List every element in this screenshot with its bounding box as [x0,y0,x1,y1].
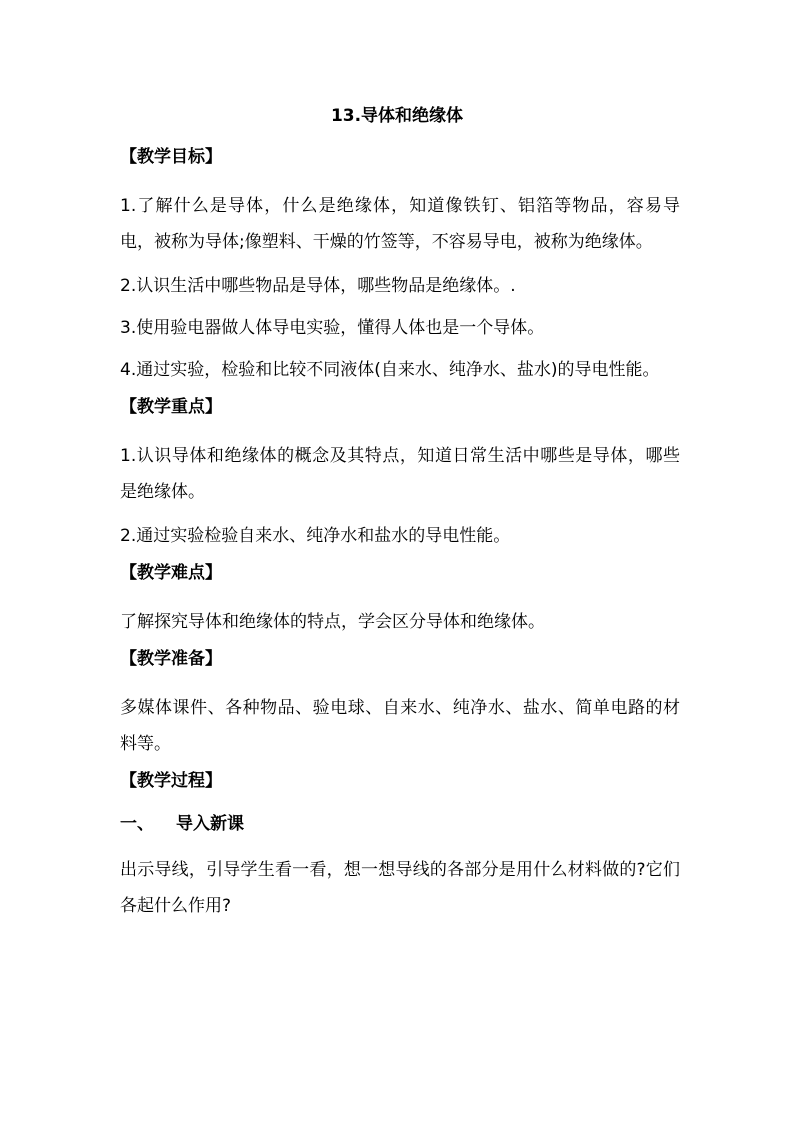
preparation-heading: 【教学准备】 [120,649,222,669]
objective-item: 3.使用验电器做人体导电实验，懂得人体也是一个导体。 [120,318,545,338]
process-step-number: 一、 [120,814,154,834]
objectives-heading: 【教学目标】 [120,147,222,167]
key-point-item: 2.通过实验检验自来水、纯净水和盐水的导电性能。 [120,526,511,546]
objective-item: 4.通过实验，检验和比较不同液体(自来水、纯净水、盐水)的导电性能。 [120,360,660,380]
process-step-title: 导入新课 [176,814,244,834]
objective-item: 2.认识生活中哪些物品是导体，哪些物品是绝缘体。. [120,276,516,296]
process-step-heading [120,812,680,836]
key-points-heading: 【教学重点】 [120,397,222,417]
difficulties-heading: 【教学难点】 [120,563,222,583]
key-point-item: 1.认识导体和绝缘体的概念及其特点，知道日常生活中哪些是导体，哪些是绝缘体。 [120,446,680,502]
objective-item: 1.了解什么是导体，什么是绝缘体，知道像铁钉、铝箔等物品，容易导电，被称为导体;像塑料、干燥的竹签等，不容易导电，被称为绝缘体。 [120,196,680,252]
document-body [120,146,680,932]
document-title: 13.导体和绝缘体 [330,106,464,126]
process-heading: 【教学过程】 [120,771,222,791]
difficulties-text: 了解探究导体和绝缘体的特点，学会区分导体和绝缘体。 [120,612,545,632]
process-step-text: 出示导线，引导学生看一看，想一想导线的各部分是用什么材料做的?它们各起什么作用? [120,860,680,916]
preparation-text: 多媒体课件、各种物品、验电球、自来水、纯净水、盐水、简单电路的材料等。 [120,698,680,754]
